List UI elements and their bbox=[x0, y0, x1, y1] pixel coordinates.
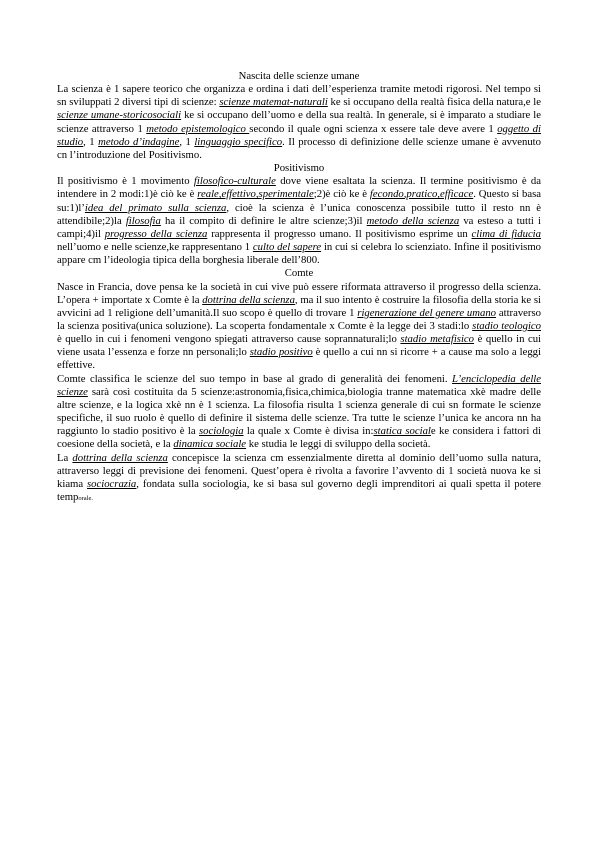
key-term: reale,effettivo,sperimentale bbox=[197, 188, 314, 201]
text-run: , cioè la scienza è l’unica conoscenza possibile tutto il resto nn è attendibile;2)la bbox=[57, 201, 541, 227]
key-term: scienze matemat-naturali bbox=[219, 96, 328, 109]
key-term: stadio metafisico bbox=[400, 333, 475, 346]
text-run: . Il processo di definizione delle scienze umane è avvenuto cn l’introduzione del Positivismo. bbox=[57, 135, 541, 161]
key-term: filosofico-culturale bbox=[193, 175, 276, 188]
text-run: dove viene esaltata la scienza. Il termine positivismo è da intendere in 2 modi:1)è ciò ke è bbox=[57, 175, 541, 201]
text-run: e ke considera i fattori di coesione della società, e la bbox=[57, 425, 541, 451]
text-run: attraverso la scienza positiva(unica soluzione). La scoperta fondamentale x Comte è la legge dei 3 stadi:lo bbox=[57, 306, 541, 332]
key-term: fecondo,pratico,efficace bbox=[369, 188, 474, 201]
document-body bbox=[57, 83, 541, 505]
text-run-small: orale. bbox=[78, 495, 93, 502]
key-term: filosofia bbox=[125, 214, 161, 227]
text-run: , 1 bbox=[179, 135, 195, 148]
paragraph-comte-2 bbox=[57, 373, 541, 452]
section-heading-comte: Comte bbox=[284, 267, 314, 280]
text-run: ha il compito di definire le altre scienze;3)il bbox=[160, 214, 367, 227]
key-term: dottrina della scienza bbox=[72, 451, 168, 464]
paragraph-comte-1 bbox=[57, 281, 541, 373]
text-run: Il positivismo è 1 movimento bbox=[57, 175, 194, 188]
key-term: linguaggio specifico bbox=[194, 135, 283, 148]
key-term: metodo d’indagine bbox=[98, 135, 180, 148]
key-term: idea del primato sulla scienza bbox=[84, 201, 227, 214]
section-heading-positivismo: Positivismo bbox=[273, 162, 325, 175]
text-run: , 1 bbox=[83, 135, 99, 148]
text-run: è quello a cui nn si ricorre + a cause ma solo a leggi effettive. bbox=[57, 346, 541, 372]
key-term: culto del sapere bbox=[252, 241, 322, 254]
text-run: è quello in cui i fenomeni vengono spiegati attraverso cause soprannaturali;lo bbox=[57, 333, 401, 346]
text-run: ke si occupano della realtà fisica della natura,e le bbox=[327, 96, 541, 109]
key-term: sociologia bbox=[199, 425, 244, 438]
document-page bbox=[57, 70, 541, 505]
key-term: metodo epistemologico bbox=[146, 122, 250, 135]
text-run: va esteso a tutti i campi;4)il bbox=[57, 214, 541, 240]
text-run: ke si occupano dell’uomo e della sua realtà. In generale, si è imparato a studiare le scienze attraverso 1 bbox=[57, 109, 541, 135]
text-run: nell’uomo e nelle scienze,ke rappresentano 1 bbox=[57, 241, 253, 254]
key-term: sociocrazia bbox=[87, 477, 137, 490]
key-term: stadio positivo bbox=[249, 346, 313, 359]
text-run: La scienza è 1 sapere teorico che organizza e ordina i dati dell’esperienza tramite metodi rigorosi. Nel tempo si sn sviluppati 2 diversi tipi di scienze: bbox=[57, 83, 541, 109]
document-title: Nascita delle scienze umane bbox=[238, 70, 360, 82]
key-term: scienze umane-storicosociali bbox=[57, 109, 182, 122]
text-run: Comte classifica le scienze del suo tempo in base al grado di generalità dei fenomeni. bbox=[57, 372, 453, 385]
key-term: progresso della scienza bbox=[104, 227, 208, 240]
text-run: la quale x Comte è divisa in: bbox=[243, 425, 374, 438]
text-run: , fondata sulla sociologia, ke si basa sul governo degli imprenditori ai quali spetta il potere temp bbox=[57, 477, 542, 503]
text-run: concepisce la scienza cm essenzialmente diretta al dominio dell’uomo sulla natura, attraverso leggi di previsione dei fenomeni. Quest’opera è rivolta a favorire l’avvento di 1 società nuova ke si kiama bbox=[57, 451, 541, 490]
text-run: secondo il quale ogni scienza x essere tale deve avere 1 bbox=[249, 122, 498, 135]
key-term: dinamica sociale bbox=[173, 438, 247, 451]
key-term: stadio teologico bbox=[472, 319, 541, 332]
text-run: ;2)è ciò ke è bbox=[313, 188, 370, 201]
text-run: , ma il suo intento è costruire la filosofia della storia ke si avvicini ad 1 religione dell’umanità.Il suo scopo è quello di trovare 1 bbox=[57, 293, 541, 319]
key-term: L’enciclopedia delle scienze bbox=[57, 372, 541, 398]
paragraph-intro bbox=[57, 83, 541, 162]
key-term: metodo della scienza bbox=[366, 214, 460, 227]
text-run: Nasce in Francia, dove pensa ke la società in cui vive può essere riformata attraverso il progresso della scienza. L’opera + importate x Comte è la bbox=[57, 280, 541, 306]
text-run: è quello in cui viene usata l’essenza e forze nn personali;lo bbox=[57, 333, 542, 359]
key-term: statica social bbox=[373, 425, 431, 438]
text-run: in cui si celebra lo scienziato. Infine il positivismo appare cm l’ideologia tipica della borghesia liberale dell’800. bbox=[57, 241, 541, 267]
key-term: dottrina della scienza bbox=[202, 293, 295, 306]
text-run: La bbox=[57, 451, 73, 464]
text-run: . Questo si basa su:1)l’ bbox=[57, 188, 541, 214]
key-term: rigenerazione del genere umano bbox=[357, 306, 497, 319]
key-term: oggetto di studio bbox=[57, 122, 541, 148]
key-term: clima di fiducia bbox=[471, 227, 541, 240]
text-run: sarà così costituita da 5 scienze:astronomia,fisica,chimica,biologia tranne matematica xkè madre delle altre scienze, e la logica xkè nn è 1 scienza. La filosofia risulta 1 scienza generale di cui sn formate le scienze specifiche, il suo ruolo è quello di definire il sistema delle scienze. Tra tutte le scienze l’unica ke ancora nn ha raggiunto lo stadio positivo è la bbox=[57, 385, 541, 438]
paragraph-positivismo bbox=[57, 175, 541, 267]
paragraph-comte-3 bbox=[57, 452, 541, 506]
text-run: rappresenta il progresso umano. Il positivismo esprime un bbox=[207, 227, 472, 240]
text-run: ke studia le leggi di sviluppo della società. bbox=[246, 438, 431, 451]
